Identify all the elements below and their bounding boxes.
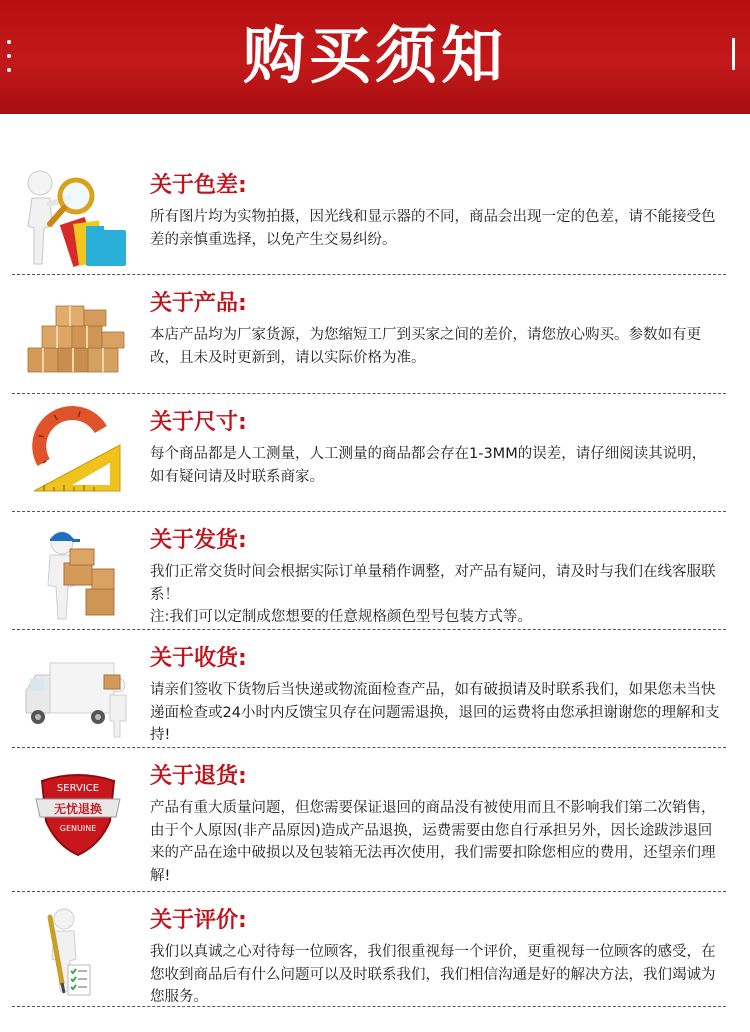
- section-divider: [12, 511, 726, 512]
- section-title: 关于退货:: [150, 764, 247, 789]
- delivery-man-icon: [20, 523, 136, 623]
- section-divider: [12, 891, 726, 892]
- section-title: 关于收货:: [150, 646, 247, 671]
- section-text: 所有图片均为实物拍摄，因光线和显示器的不同，商品会出现一定的色差，请不能接受色差的亲慎重选择，以免产生交易纠纷。: [150, 209, 716, 248]
- page-header: [0, 0, 750, 114]
- page-title: 购买须知: [242, 19, 507, 92]
- section-divider: [12, 1006, 726, 1007]
- section-title: 关于尺寸:: [150, 410, 247, 435]
- section-title: 关于产品:: [150, 291, 247, 316]
- section-body: [150, 561, 720, 629]
- section-text: 产品有重大质量问题，但您需要保证退回的商品没有被使用而且不影响我们第二次销售，由于个人原因(非产品原因)造成产品退换，运费需要由您自行承担另外，因长途跋涉退回来的产品在途中破损以及包装箱无法再次使用，我们需要扣除您相应的费用，还望亲们理解!: [150, 800, 716, 884]
- section-body: [150, 443, 720, 488]
- magnifier-icon: [20, 168, 136, 268]
- section-title: 关于色差:: [150, 173, 247, 198]
- ruler-icon: [20, 405, 136, 505]
- decorative-bar: [732, 38, 735, 70]
- section-text: 每个商品都是人工测量，人工测量的商品都会存在1-3MM的误差，请仔细阅读其说明，如有疑问请及时联系商家。: [150, 446, 707, 485]
- section-title: 关于发货:: [150, 528, 247, 553]
- section-text: 请亲们签收下货物后当快递或物流面检查产品，如有破损请及时联系我们，如果您未当快递面检查或24小时内反馈宝贝存在问题需退换，退回的运费将由您承担谢谢您的理解和支持!: [150, 682, 720, 743]
- section-divider: [12, 747, 726, 748]
- badge-bottom-text: GENUINE: [59, 824, 97, 833]
- section-body: [150, 324, 720, 369]
- shield-badge-icon: [20, 759, 136, 859]
- section-size: [0, 395, 750, 513]
- section-title: 关于评价:: [150, 908, 247, 933]
- section-body: [150, 206, 720, 251]
- section-delivery: [0, 513, 750, 631]
- section-divider: [12, 393, 726, 394]
- section-text: 本店产品均为厂家货源，为您缩短工厂到买家之间的差价，请您放心购买。参数如有更改，且未及时更新到，请以实际价格为准。: [150, 327, 701, 366]
- section-divider: [12, 274, 726, 275]
- section-text: 我们以真诚之心对待每一位顾客，我们很重视每一个评价，更重视每一位顾客的感受，在您收到商品后有什么问题可以及时联系我们，我们相信沟通是好的解决方法，我们竭诚为您服务。: [150, 944, 716, 1005]
- badge-top-text: SERVICE: [56, 783, 100, 794]
- section-review: [0, 893, 750, 1011]
- section-text: 我们正常交货时间会根据实际订单量稍作调整，对产品有疑问，请及时与我们在线客服联系！: [150, 564, 716, 603]
- section-product: [0, 276, 750, 394]
- badge-middle-text: 无忧退换: [53, 802, 103, 816]
- section-body: [150, 941, 720, 1009]
- section-body: [150, 679, 720, 747]
- pen-checklist-icon: [20, 903, 136, 1003]
- section-returns: [0, 749, 750, 884]
- section-body: [150, 797, 720, 887]
- truck-icon: [20, 641, 136, 741]
- boxes-icon: [20, 286, 136, 386]
- section-color-difference: [0, 158, 750, 276]
- section-note: 注:我们可以定制成您想要的任意规格颜色型号包装方式等。: [150, 609, 532, 625]
- section-divider: [12, 629, 726, 630]
- section-receipt: [0, 631, 750, 749]
